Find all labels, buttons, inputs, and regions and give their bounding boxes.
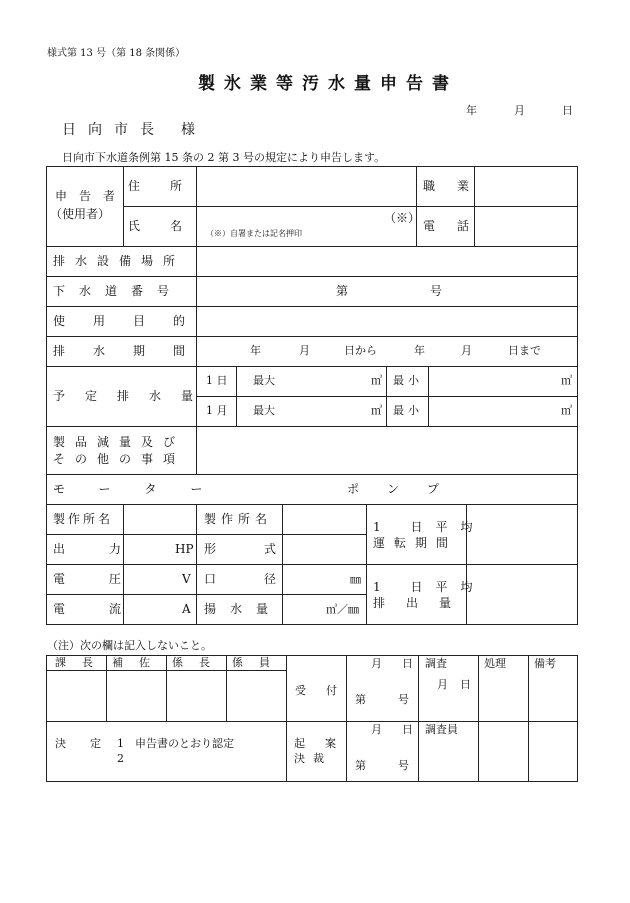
approval-label: 決裁 bbox=[294, 752, 332, 765]
drain-location-field[interactable] bbox=[198, 248, 577, 276]
survey-day: 日 bbox=[460, 678, 471, 691]
motor-maker-label: 製作所名 bbox=[53, 512, 114, 526]
reduction-field[interactable] bbox=[198, 428, 577, 474]
per-month-max-label: 最大 bbox=[253, 404, 275, 417]
current-label: 電流 bbox=[53, 602, 166, 616]
receipt-month: 月 bbox=[371, 657, 382, 670]
receipt-number-prefix: 第 bbox=[355, 693, 366, 706]
head-unit: ㎥／㎜ bbox=[326, 603, 359, 616]
receipt-day: 日 bbox=[402, 657, 413, 670]
model-label: 形式 bbox=[204, 542, 325, 556]
survey-month: 月 bbox=[437, 678, 448, 691]
decision-day: 日 bbox=[402, 723, 413, 736]
address-field[interactable] bbox=[198, 168, 416, 206]
reduction-label-2: その他の事項 bbox=[53, 452, 186, 466]
chief-label: 課長 bbox=[55, 656, 109, 669]
period-year-2: 年 bbox=[414, 344, 425, 357]
current-unit: A bbox=[182, 602, 191, 616]
statement: 日向市下水道条例第 15 条の 2 第 3 号の規定により申告します。 bbox=[62, 151, 386, 164]
phone-field[interactable] bbox=[476, 208, 577, 246]
name-label: 氏名 bbox=[128, 219, 213, 233]
period-until: 日まで bbox=[508, 344, 541, 357]
pump-label: ポンプ bbox=[347, 482, 468, 496]
surveyor-label: 調査員 bbox=[425, 723, 458, 736]
period-label: 排水期間 bbox=[53, 344, 214, 358]
phone-label: 電話 bbox=[423, 219, 492, 233]
period-from: 日から bbox=[344, 344, 377, 357]
per-month-max-unit: ㎥ bbox=[371, 404, 382, 417]
per-month-min-unit: ㎥ bbox=[561, 404, 572, 417]
per-day-min-label: 最小 bbox=[393, 374, 423, 387]
occupation-label: 職業 bbox=[423, 179, 492, 193]
voltage-unit: V bbox=[182, 572, 191, 586]
honorific: 様 bbox=[181, 122, 195, 138]
applicant-label: 申告者 bbox=[55, 189, 128, 203]
page-title: 製氷業等汚水量申告書 bbox=[198, 74, 458, 94]
applicant-sublabel: （使用者） bbox=[50, 207, 111, 221]
staff-label: 係員 bbox=[232, 656, 286, 669]
bore-unit: ㎜ bbox=[350, 573, 361, 586]
date-day: 日 bbox=[562, 104, 573, 117]
decision-option-2: 2 bbox=[117, 752, 124, 765]
avg-out-label-2: 排出量 bbox=[373, 596, 473, 610]
motor-label: モーター bbox=[53, 482, 237, 496]
sewer-number-prefix: 第 bbox=[336, 284, 349, 298]
remarks-label: 備考 bbox=[534, 657, 556, 670]
bore-label: 口径 bbox=[204, 572, 325, 586]
per-day-label: 1 日 bbox=[206, 374, 228, 387]
decision-number-prefix: 第 bbox=[355, 759, 366, 772]
period-month-2: 月 bbox=[461, 344, 472, 357]
receipt-label: 受付 bbox=[295, 684, 357, 697]
output-label: 出力 bbox=[53, 542, 166, 556]
reduction-label-1: 製品減量及び bbox=[53, 435, 186, 449]
date-year: 年 bbox=[466, 104, 477, 117]
voltage-label: 電圧 bbox=[53, 572, 166, 586]
address-label: 住所 bbox=[128, 179, 213, 193]
decision-label: 決定 bbox=[55, 737, 125, 750]
per-day-max-unit: ㎥ bbox=[371, 374, 382, 387]
receipt-number-suffix: 号 bbox=[398, 693, 409, 706]
section-chief-label: 係長 bbox=[172, 656, 226, 669]
purpose-field[interactable] bbox=[198, 308, 577, 336]
survey-label: 調査 bbox=[425, 657, 447, 670]
occupation-field[interactable] bbox=[476, 168, 577, 206]
decision-option-1: 1 申告書のとおり認定 bbox=[117, 737, 234, 750]
seal-mark: （※） bbox=[384, 211, 421, 225]
form-number: 様式第 13 号（第 18 条関係） bbox=[47, 48, 186, 59]
per-month-min-label: 最小 bbox=[393, 404, 423, 417]
assistant-label: 補佐 bbox=[112, 656, 166, 669]
avg-run-label-1: 1 日平均 bbox=[373, 520, 486, 534]
seal-note: （※）自署または記名押印 bbox=[206, 229, 302, 238]
per-day-min-unit: ㎥ bbox=[561, 374, 572, 387]
head-label: 揚水量 bbox=[204, 602, 283, 616]
per-month-label: 1 月 bbox=[206, 404, 228, 417]
office-note: （注）次の欄は記入しないこと。 bbox=[47, 639, 212, 652]
purpose-label: 使用目的 bbox=[53, 314, 214, 328]
sewer-number-suffix: 号 bbox=[430, 284, 443, 298]
date-month: 月 bbox=[514, 104, 525, 117]
avg-out-label-1: 1 日平均 bbox=[373, 580, 486, 594]
sewer-number-field[interactable] bbox=[350, 278, 426, 306]
decision-month: 月 bbox=[371, 723, 382, 736]
decision-number-suffix: 号 bbox=[398, 759, 409, 772]
pump-maker-label: 製作所名 bbox=[204, 512, 273, 526]
period-month-1: 月 bbox=[299, 344, 310, 357]
per-day-max-label: 最大 bbox=[253, 374, 275, 387]
period-year-1: 年 bbox=[250, 344, 261, 357]
avg-run-label-2: 運転期間 bbox=[373, 536, 458, 550]
drain-location-label: 排水設備場所 bbox=[53, 254, 186, 268]
processing-label: 処理 bbox=[484, 657, 506, 670]
addressee: 日向市長 bbox=[62, 122, 166, 138]
sewer-number-label: 下水道番号 bbox=[53, 284, 184, 298]
output-unit: HP bbox=[175, 542, 194, 556]
draft-label: 起案 bbox=[294, 737, 356, 750]
planned-volume-label: 予定排水量 bbox=[53, 389, 214, 403]
